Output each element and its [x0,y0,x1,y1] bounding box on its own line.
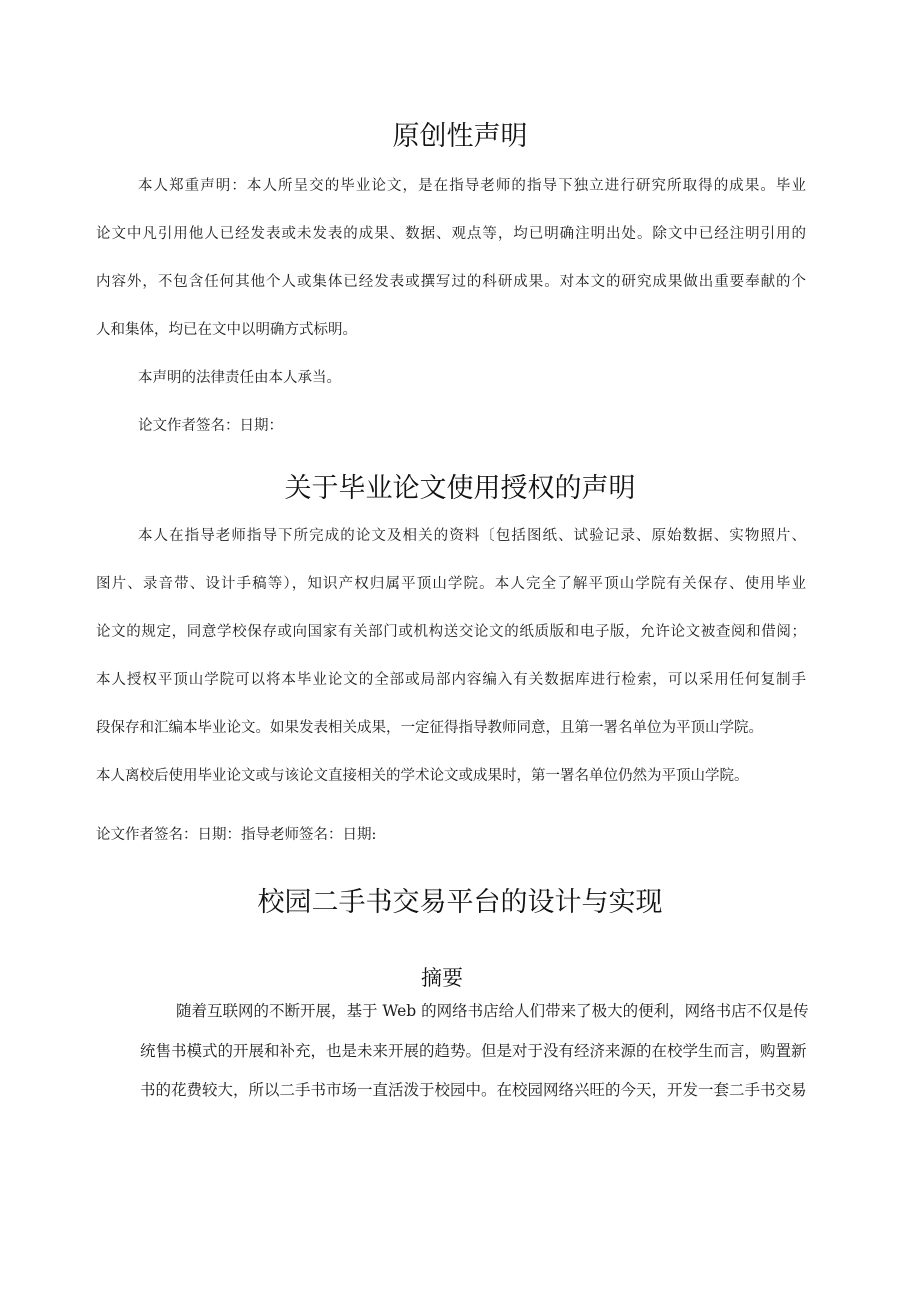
originality-line-1: 本人郑重声明：本人所呈交的毕业论文，是在指导老师的指导下独立进行研究所取得的成果。毕业 [138,178,806,194]
originality-line-4: 人和集体，均已在文中以明确方式标明。 [96,322,357,338]
thesis-title: 校园二手书交易平台的设计与实现 [257,887,663,918]
originality-title: 原创性声明 [392,121,528,152]
authorization-line-5: 段保存和汇编本毕业论文。如果发表相关成果，一定征得指导教师同意，且第一署名单位为平顶山学院。 [96,720,763,736]
abstract-line-2: 统售书模式的开展和补充，也是未来开展的趋势。但是对于没有经济来源的在校学生而言，购置新 [140,1042,807,1060]
authorization-signature: 论文作者签名：日期：指导老师签名：日期: [96,827,377,843]
authorization-title: 关于毕业论文使用授权的声明 [284,473,636,504]
originality-signature: 论文作者签名：日期： [138,418,283,434]
originality-line-3: 内容外，不包含任何其他个人或集体已经发表或撰写过的科研成果。对本文的研究成果做出重要奉献的个 [96,274,806,290]
authorization-line-1: 本人在指导老师指导下所完成的论文及相关的资料〔包括图纸、试验记录、原始数据、实物照片、 [138,528,806,544]
authorization-line-4: 本人授权平顶山学院可以将本毕业论文的全部或局部内容编入有关数据库进行检索，可以采用任何复制手 [96,672,806,688]
originality-line-2: 论文中凡引用他人已经发表或未发表的成果、数据、观点等，均已明确注明出处。除文中已经注明引用的 [96,226,806,242]
authorization-line-3: 论文的规定，同意学校保存或向国家有关部门或机构送交论文的纸质版和电子版，允许论文被查阅和借阅； [96,624,806,640]
abstract-line-3: 书的花费较大，所以二手书市场一直活泼于校园中。在校园网络兴旺的今天，开发一套二手书交易 [140,1081,807,1099]
originality-liability: 本声明的法律责任由本人承当。 [138,370,341,386]
authorization-line-2: 图片、录音带、设计手稿等），知识产权归属平顶山学院。本人完全了解平顶山学院有关保存、使用毕业 [96,576,806,592]
abstract-heading: 摘要 [421,966,463,990]
abstract-line-1: 随着互联网的不断开展，基于 Web 的网络书店给人们带来了极大的便利，网络书店不仅是传 [176,1002,809,1020]
authorization-line-6: 本人离校后使用毕业论文或与该论文直接相关的学术论文或成果时，第一署名单位仍然为平顶山学院。 [96,768,749,784]
